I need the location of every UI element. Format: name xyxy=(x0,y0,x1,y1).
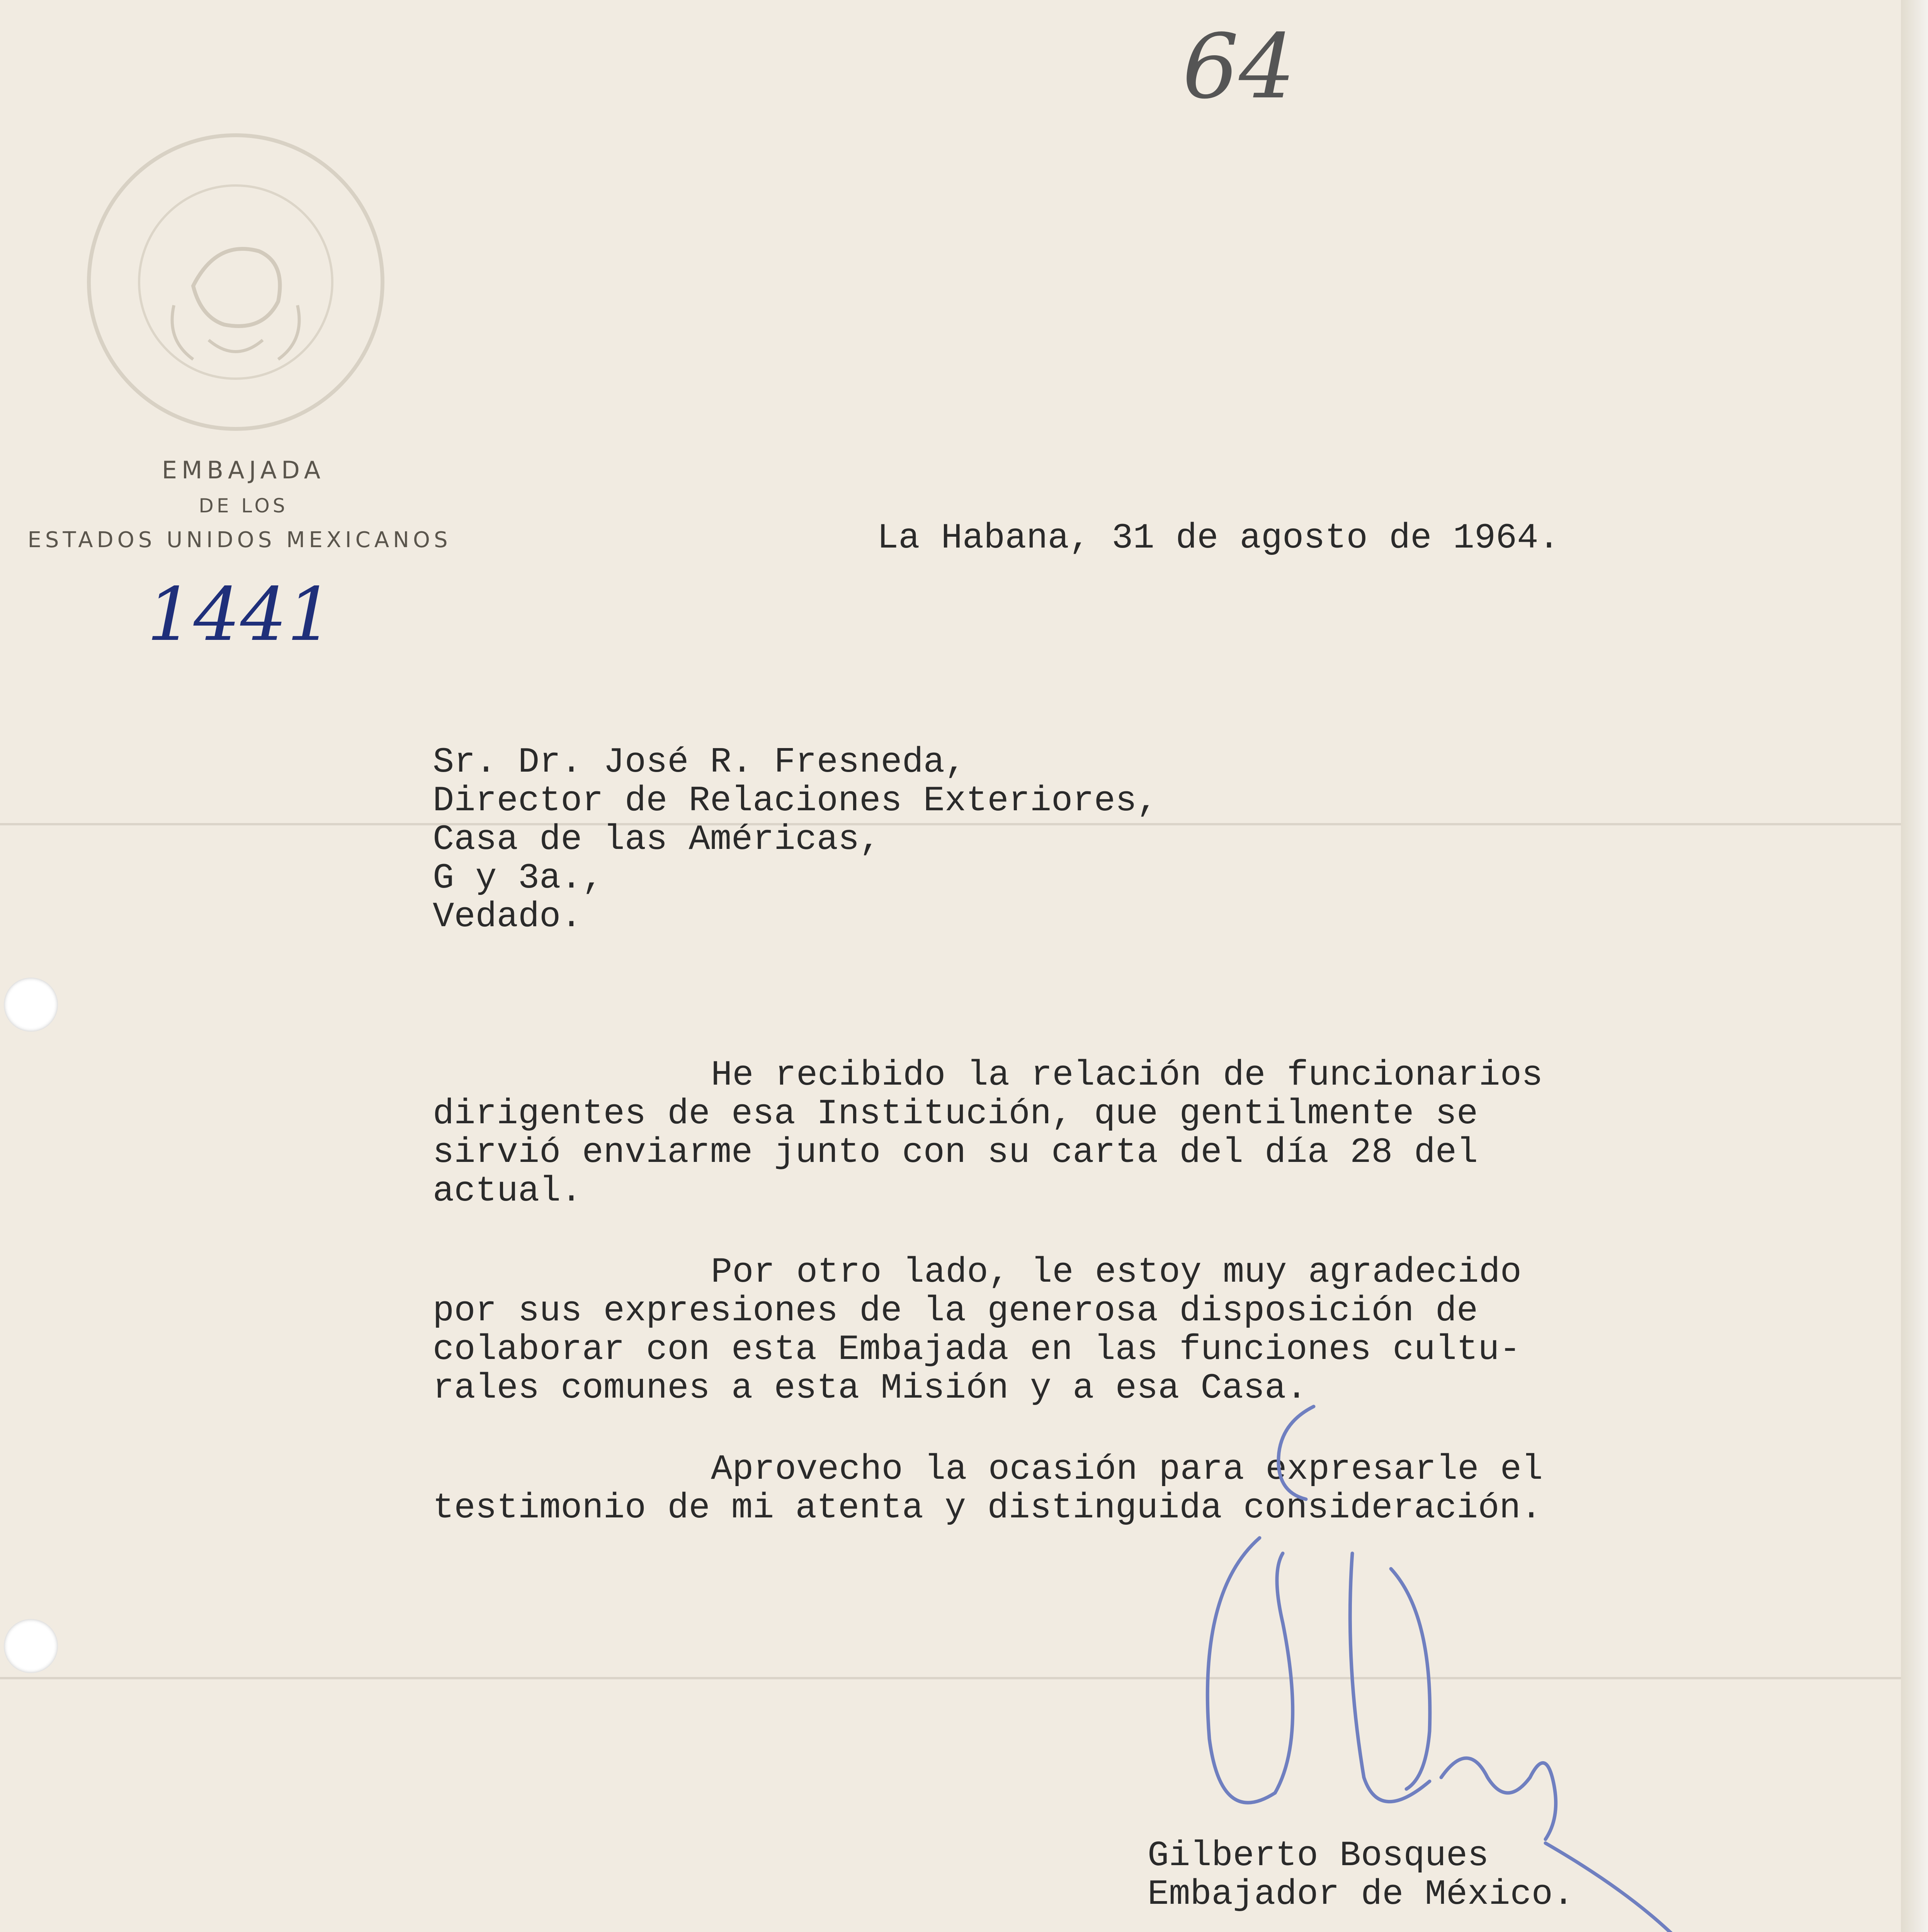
signer-title: Embajador de México. xyxy=(1148,1874,1574,1915)
paper-edge xyxy=(1901,0,1928,1932)
signer-name: Gilberto Bosques xyxy=(1148,1835,1489,1876)
body-p1-line-2: dirigentes de esa Institución, que gentilmente se xyxy=(433,1094,1478,1134)
body-p1-line-3: sirvió enviarme junto con su carta del día 28 del xyxy=(433,1132,1478,1173)
punch-hole-upper xyxy=(4,978,58,1032)
letterhead-estados-unidos-mexicanos: ESTADOS UNIDOS MEXICANOS xyxy=(27,527,452,553)
fold-line-upper xyxy=(0,823,1901,825)
embossed-seal xyxy=(77,124,394,440)
body-p2-line-2: por sus expresiones de la generosa disposición de xyxy=(433,1291,1478,1331)
letterhead-embajada: EMBAJADA xyxy=(162,456,325,484)
handwritten-page-number: 64 xyxy=(1182,15,1296,119)
body-p2-line-3: colaborar con esta Embajada en las funciones cultu- xyxy=(433,1329,1521,1370)
recipient-line-4: G y 3a., xyxy=(433,858,604,898)
body-p3-line-2: testimonio de mi atenta y distinguida consideración. xyxy=(433,1488,1542,1528)
recipient-line-1: Sr. Dr. José R. Fresneda, xyxy=(433,742,966,782)
body-p3-line-1: Aprovecho la ocasión para expresarle el xyxy=(711,1449,1543,1490)
letterhead-de-los: DE LOS xyxy=(199,495,288,517)
body-p2-line-4: rales comunes a esta Misión y a esa Casa. xyxy=(433,1368,1307,1408)
body-p1-line-1: He recibido la relación de funcionarios xyxy=(711,1055,1543,1095)
recipient-line-5: Vedado. xyxy=(433,896,582,937)
body-p2-line-1: Por otro lado, le estoy muy agradecido xyxy=(711,1252,1522,1293)
body-p1-line-4: actual. xyxy=(433,1171,582,1211)
recipient-line-3: Casa de las Américas, xyxy=(433,819,881,860)
punch-hole-lower xyxy=(4,1619,58,1673)
handwritten-reference-number: 1441 xyxy=(147,572,334,657)
recipient-line-2: Director de Relaciones Exteriores, xyxy=(433,781,1158,821)
date-line: La Habana, 31 de agosto de 1964. xyxy=(877,518,1560,558)
